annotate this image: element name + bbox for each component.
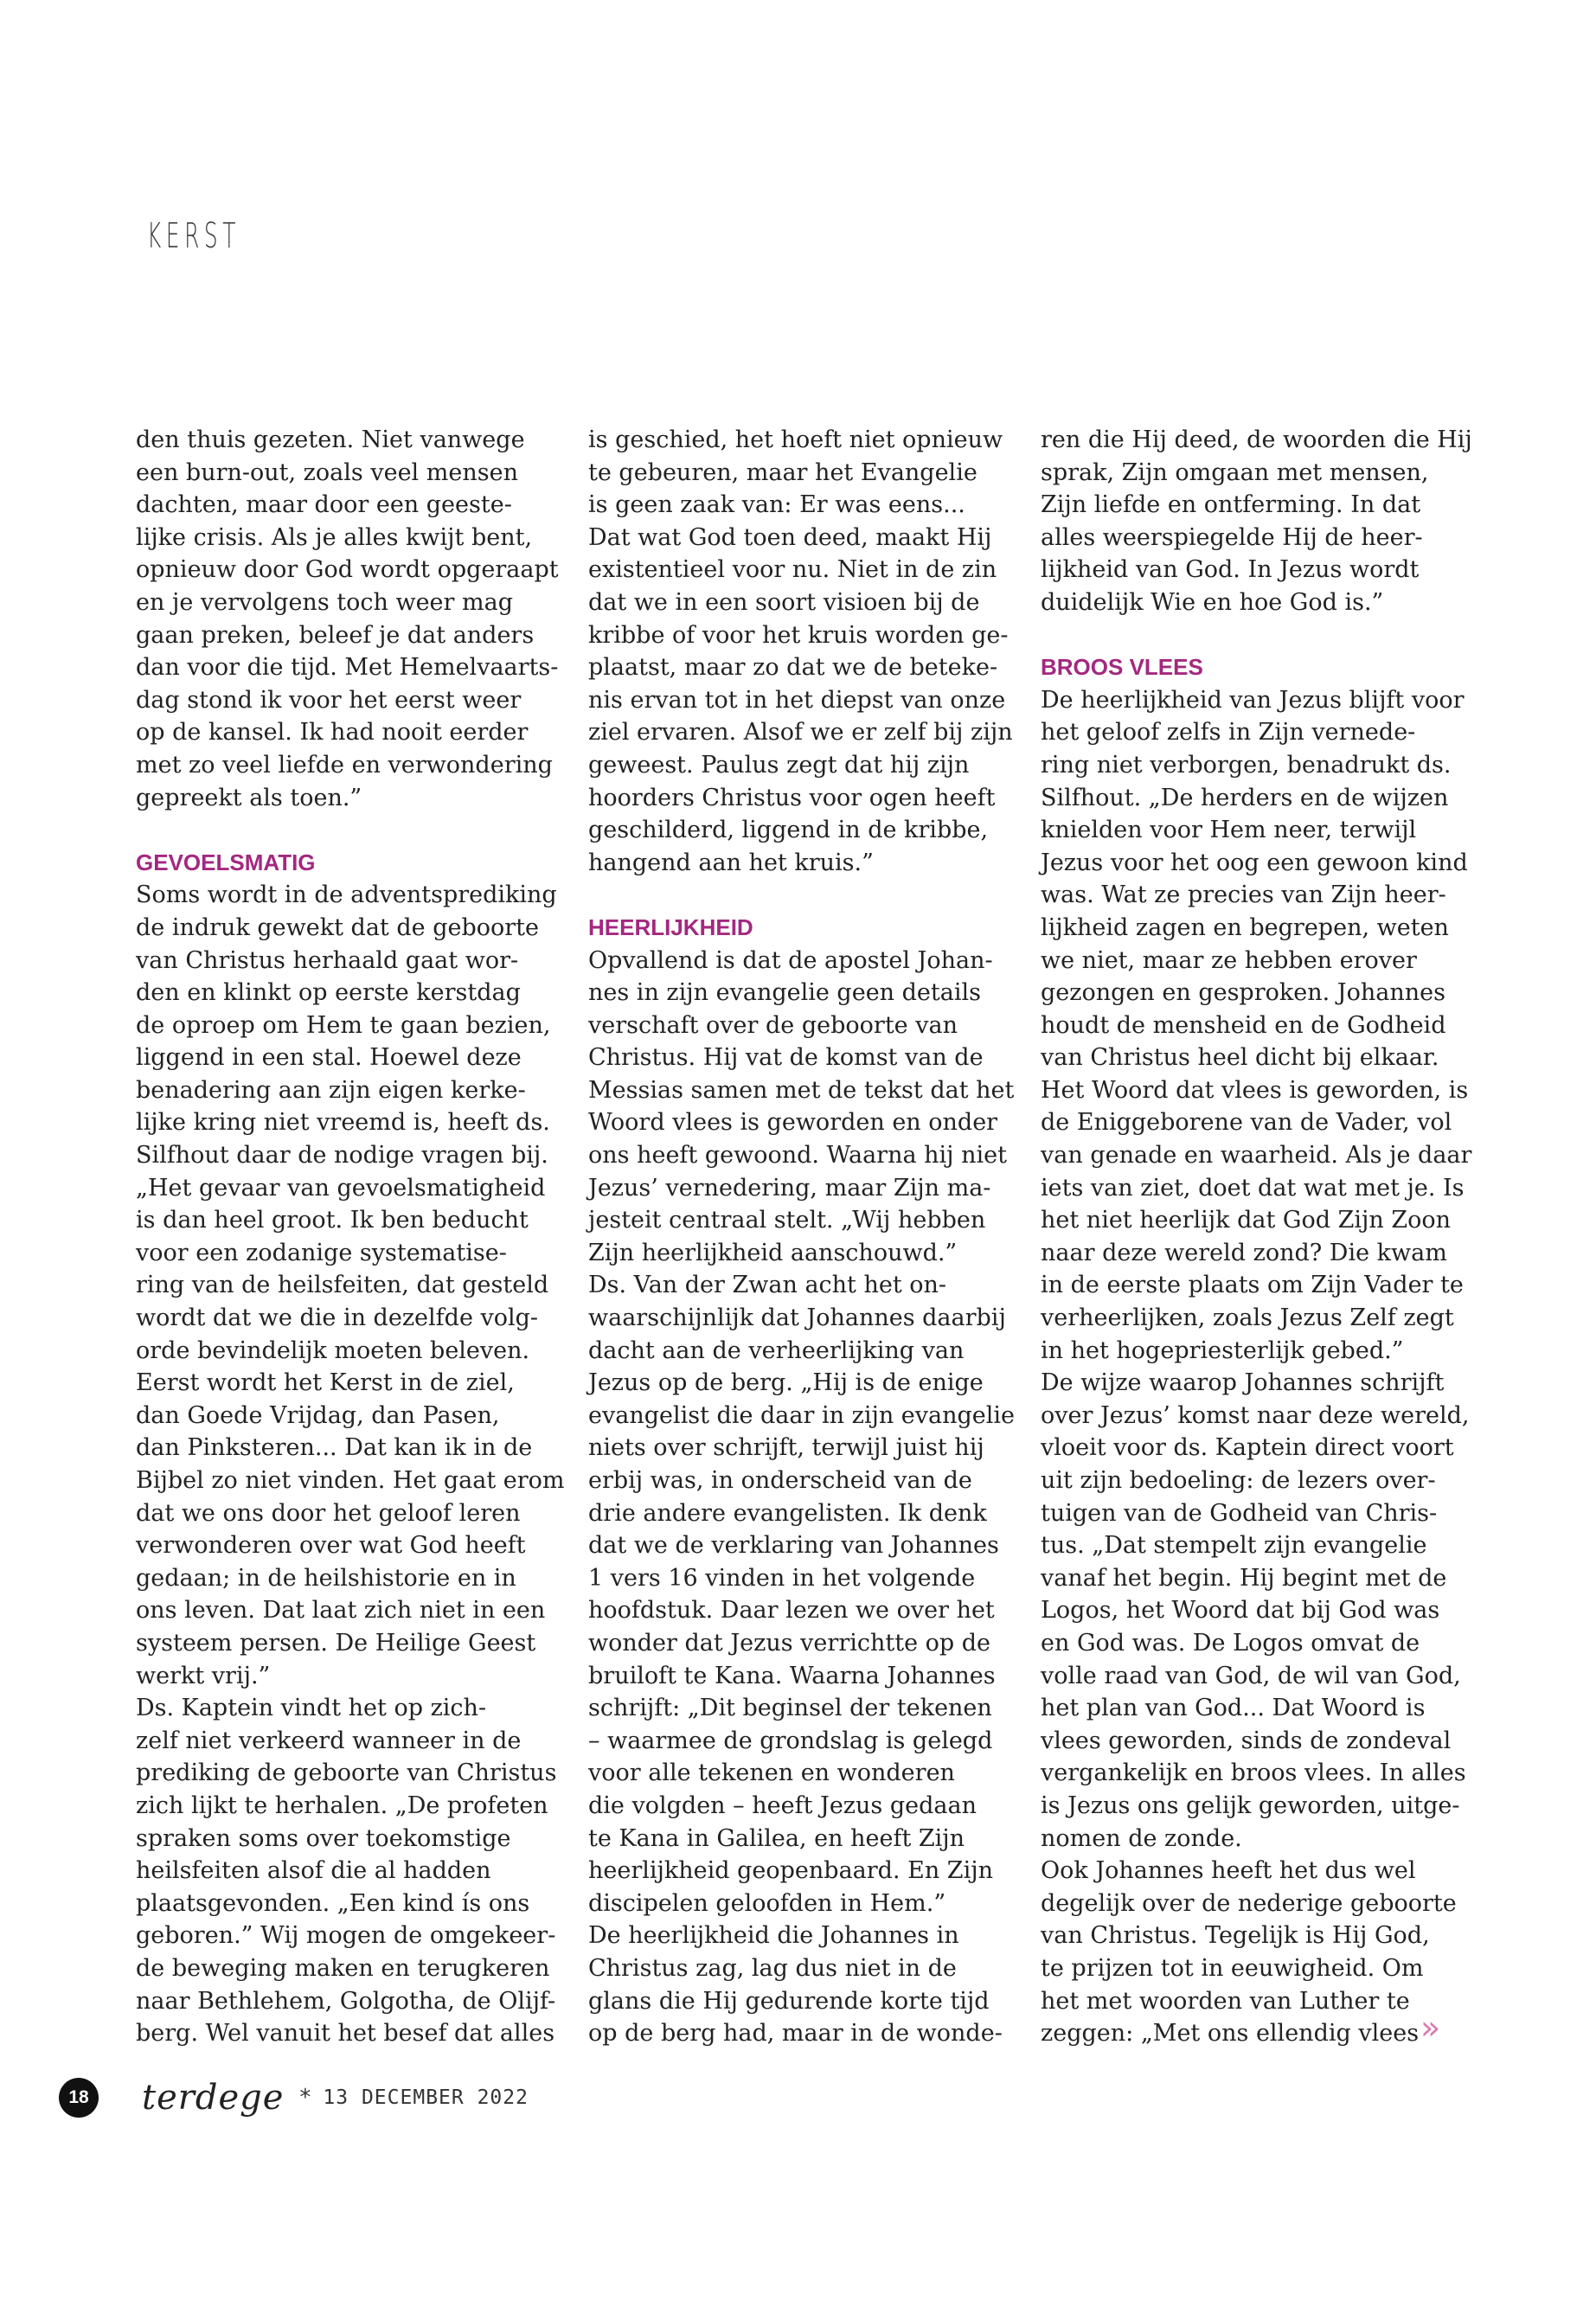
text-line: de oproep om Hem te gaan bezien, (136, 1011, 551, 1039)
text-line: lijke crisis. Als je alles kwijt bent, (136, 523, 533, 551)
text-line: ring van de heilsfeiten, dat gesteld (136, 1272, 549, 1299)
text-line: schrijft: „Dit beginsel der tekenen (588, 1695, 992, 1722)
text-line: verheerlijken, zoals Jezus Zelf zegt (1041, 1304, 1454, 1332)
text-line: en God was. De Logos omvat de (1041, 1629, 1420, 1657)
text-line: Zijn liefde en ontferming. In dat (1041, 491, 1421, 519)
text-line: we niet, maar ze hebben erover (1041, 946, 1417, 974)
text-line: heilsfeiten alsof die al hadden (136, 1857, 491, 1885)
text-line: de indruk gewekt dat de geboorte (136, 913, 539, 941)
text-line: die volgden – heeft Jezus gedaan (588, 1791, 977, 1819)
text-line: gedaan; in de heilshistorie en in (136, 1564, 516, 1592)
section-heading: HEERLIJKHEID (588, 913, 753, 940)
text-line: en je vervolgens toch weer mag (136, 588, 513, 616)
text-line: Ook Johannes heeft het dus wel (1041, 1857, 1416, 1885)
text-line: Jezus’ vernedering, maar Zijn ma- (588, 1174, 991, 1202)
text-line: 1 vers 16 vinden in het volgende (588, 1564, 976, 1592)
text-line: hangend aan het kruis.” (588, 849, 874, 876)
text-line: orde bevindelijk moeten beleven. (136, 1336, 530, 1364)
text-line: wordt dat we die in dezelfde volg- (136, 1304, 539, 1332)
text-line: gaan preken, beleef je dat anders (136, 621, 535, 649)
text-line: Het Woord dat vlees is geworden, is (1041, 1076, 1469, 1104)
section-heading: GEVOELSMATIG (136, 849, 316, 875)
text-line: voor een zodanige systematise- (136, 1239, 507, 1266)
text-line: Silfhout. „De herders en de wijzen (1041, 784, 1449, 811)
paragraph-gap (588, 879, 1021, 912)
text-line: Jezus op de berg. „Hij is de enige (588, 1369, 984, 1397)
text-line: is geschied, het hoeft niet opnieuw (588, 426, 1003, 453)
text-line: was. Wat ze precies van Zijn heer- (1041, 881, 1446, 909)
text-line: houdt de mensheid en de Godheid (1041, 1011, 1446, 1039)
text-line: hoorders Christus voor ogen heeft (588, 784, 996, 811)
text-line: Christus. Hij vat de komst van de (588, 1044, 984, 1072)
text-line: wonder dat Jezus verrichtte op de (588, 1629, 991, 1657)
text-line: Ds. Kaptein vindt het op zich- (136, 1695, 487, 1722)
text-line: voor alle tekenen en wonderen (588, 1759, 955, 1787)
text-line: jesteit centraal stelt. „Wij hebben (588, 1207, 986, 1234)
text-line: degelijk over de nederige geboorte (1041, 1889, 1457, 1917)
text-line: het niet heerlijk dat God Zijn Zoon (1041, 1207, 1451, 1234)
text-line: De wijze waarop Johannes schrijft (1041, 1369, 1445, 1397)
text-line: vanaf het begin. Hij begint met de (1041, 1564, 1447, 1592)
text-line: tus. „Dat stempelt zijn evangelie (1041, 1532, 1427, 1560)
text-line: drie andere evangelisten. Ik denk (588, 1499, 987, 1527)
text-line: nes in zijn evangelie geen details (588, 979, 981, 1007)
text-line: verwonderen over wat God heeft (136, 1532, 526, 1560)
text-line: glans die Hij gedurende korte tijd (588, 1987, 990, 2015)
page-number: 18 (59, 2078, 99, 2118)
text-line: De heerlijkheid die Johannes in (588, 1922, 959, 1950)
text-line: naar deze wereld zond? Die kwam (1041, 1239, 1447, 1266)
text-line: het met woorden van Luther te (1041, 1987, 1410, 2015)
text-line: benadering aan zijn eigen kerke- (136, 1076, 526, 1104)
text-line: Soms wordt in de adventsprediking (136, 881, 557, 909)
text-line: vlees geworden, sinds de zondeval (1041, 1727, 1452, 1754)
text-line: dat we de verklaring van Johannes (588, 1532, 999, 1560)
text-line: zelf niet verkeerd wanneer in de (136, 1727, 522, 1754)
text-line: alles weerspiegelde Hij de heer- (1041, 523, 1423, 551)
text-line: op de kansel. Ik had nooit eerder (136, 719, 529, 747)
text-line: knielden voor Hem neer, terwijl (1041, 817, 1417, 844)
text-line: geschilderd, liggend in de kribbe, (588, 817, 989, 844)
text-line: discipelen geloofden in Hem.” (588, 1889, 946, 1917)
text-line: duidelijk Wie en hoe God is.” (1041, 588, 1384, 616)
text-line: den en klinkt op eerste kerstdag (136, 979, 521, 1007)
text-line: in het hogepriesterlijk gebed.” (1041, 1336, 1404, 1364)
text-line: erbij was, in onderscheid van de (588, 1467, 972, 1494)
text-line: Bijbel zo niet vinden. Het gaat erom (136, 1467, 565, 1494)
text-line: dacht aan de verheerlijking van (588, 1336, 965, 1364)
text-line: uit zijn bedoeling: de lezers over- (1041, 1467, 1436, 1494)
text-line: existentieel voor nu. Niet in de zin (588, 556, 997, 584)
text-line: vloeit voor ds. Kaptein direct voort (1041, 1434, 1454, 1462)
text-line: met zo veel liefde en verwondering (136, 751, 553, 779)
text-line: naar Bethlehem, Golgotha, de Olijf- (136, 1987, 556, 2015)
text-line: Messias samen met de tekst dat het (588, 1076, 1015, 1104)
continue-arrow-icon: » (1420, 2009, 1434, 2047)
text-line: Eerst wordt het Kerst in de ziel, (136, 1369, 515, 1397)
section-label: KERST (147, 216, 240, 256)
text-line: ring niet verborgen, benadrukt ds. (1041, 751, 1452, 779)
text-line: spraken soms over toekomstige (136, 1824, 511, 1852)
text-line: het plan van God... Dat Woord is (1041, 1695, 1426, 1722)
section-heading: BROOS VLEES (1041, 654, 1203, 681)
text-line: het geloof zelfs in Zijn vernede- (1041, 719, 1416, 747)
article-column-1 (136, 424, 568, 2050)
article-column-2 (588, 424, 1021, 2050)
text-line: ons leven. Dat laat zich niet in een (136, 1597, 546, 1625)
text-line: te gebeuren, maar het Evangelie (588, 458, 977, 486)
text-line: evangelist die daar in zijn evangelie (588, 1401, 1016, 1429)
article-column-3 (1041, 424, 1473, 2050)
separator-star-icon: * (299, 2085, 311, 2111)
magazine-logo: terdege (142, 2078, 285, 2118)
page-footer (59, 2072, 529, 2124)
text-line: prediking de geboorte van Christus (136, 1759, 557, 1787)
text-line: bruiloft te Kana. Waarna Johannes (588, 1662, 996, 1689)
text-line: waarschijnlijk dat Johannes daarbij (588, 1304, 1006, 1332)
text-line: nis ervan tot in het diepst van onze (588, 686, 1006, 714)
text-line: hoofdstuk. Daar lezen we over het (588, 1597, 995, 1625)
text-line: de Eniggeborene van de Vader, vol (1041, 1109, 1452, 1137)
text-line: berg. Wel vanuit het besef dat alles (136, 2020, 555, 2048)
text-line: Logos, het Woord dat bij God was (1041, 1597, 1440, 1625)
text-line: Ds. Van der Zwan acht het on- (588, 1272, 947, 1299)
text-line: gepreekt als toen.” (136, 784, 362, 811)
text-line: De heerlijkheid van Jezus blijft voor (1041, 686, 1465, 714)
text-line: iets van ziet, doet dat wat met je. Is (1041, 1174, 1465, 1202)
text-line: lijkheid zagen en begrepen, weten (1041, 913, 1449, 941)
text-line: Zijn heerlijkheid aanschouwd.” (588, 1239, 958, 1266)
text-line: liggend in een stal. Hoewel deze (136, 1044, 522, 1072)
text-line: vergankelijk en broos vlees. In alles (1041, 1759, 1466, 1787)
text-line: dag stond ik voor het eerst weer (136, 686, 522, 714)
text-line: van Christus. Tegelijk is Hij God, (1041, 1922, 1430, 1950)
paragraph-gap (1041, 619, 1473, 652)
text-line: opnieuw door God wordt opgeraapt (136, 556, 559, 584)
text-line: is Jezus ons gelijk geworden, uitge- (1041, 1791, 1460, 1819)
text-line: van Christus herhaald gaat wor- (136, 946, 519, 974)
text-line: geweest. Paulus zegt dat hij zijn (588, 751, 970, 779)
text-line: op de berg had, maar in de wonde- (588, 2020, 1003, 2048)
text-line: is dan heel groot. Ik ben beducht (136, 1207, 529, 1234)
text-line: niets over schrijft, terwijl juist hij (588, 1434, 984, 1462)
text-line: nomen de zonde. (1041, 1824, 1242, 1852)
issue-date: 13 DECEMBER 2022 (323, 2086, 529, 2109)
text-line: Opvallend is dat de apostel Johan- (588, 946, 993, 974)
text-line: Jezus voor het oog een gewoon kind (1041, 849, 1468, 876)
text-line: heerlijkheid geopenbaard. En Zijn (588, 1857, 993, 1885)
text-line: geboren.” Wij mogen de omgekeer- (136, 1922, 556, 1950)
text-line: ziel ervaren. Alsof we er zelf bij zijn (588, 719, 1013, 747)
text-line: van genade en waarheid. Als je daar (1041, 1142, 1472, 1170)
text-line: is geen zaak van: Er was eens... (588, 491, 965, 519)
text-line: lijke kring niet vreemd is, heeft ds. (136, 1109, 550, 1137)
text-line: Christus zag, lag dus niet in de (588, 1954, 957, 1982)
text-line: dan voor die tijd. Met Hemelvaarts- (136, 654, 559, 682)
text-line: dan Pinksteren... Dat kan ik in de (136, 1434, 533, 1462)
text-line: Dat wat God toen deed, maakt Hij (588, 523, 992, 551)
text-line: kribbe of voor het kruis worden ge- (588, 621, 1009, 649)
text-line: Woord vlees is geworden en onder (588, 1109, 998, 1137)
text-line: „Het gevaar van gevoelsmatigheid (136, 1174, 546, 1202)
text-line: gezongen en gesproken. Johannes (1041, 979, 1445, 1007)
text-line: Silfhout daar de nodige vragen bij. (136, 1142, 548, 1170)
text-line: te Kana in Galilea, en heeft Zijn (588, 1824, 965, 1852)
text-line: in de eerste plaats om Zijn Vader te (1041, 1272, 1464, 1299)
text-line: – waarmee de grondslag is gelegd (588, 1727, 993, 1754)
text-line: ons heeft gewoond. Waarna hij niet (588, 1142, 1007, 1170)
text-line: dan Goede Vrijdag, dan Pasen, (136, 1401, 500, 1429)
text-line: zeggen: „Met ons ellendig vlees (1041, 2020, 1420, 2048)
text-line: ren die Hij deed, de woorden die Hij (1041, 426, 1472, 453)
text-line: plaatsgevonden. „Een kind ís ons (136, 1889, 530, 1917)
text-line: sprak, Zijn omgaan met mensen, (1041, 458, 1429, 486)
text-line: over Jezus’ komst naar deze wereld, (1041, 1401, 1470, 1429)
paragraph-gap (136, 814, 568, 847)
text-line: dat we ons door het geloof leren (136, 1499, 521, 1527)
text-line: te prijzen tot in eeuwigheid. Om (1041, 1954, 1424, 1982)
text-line: plaatst, maar zo dat we de beteke- (588, 654, 998, 682)
text-line: dat we in een soort visioen bij de (588, 588, 980, 616)
text-line: verschaft over de geboorte van (588, 1011, 958, 1039)
text-line: werkt vrij.” (136, 1662, 271, 1689)
text-line: den thuis gezeten. Niet vanwege (136, 426, 525, 453)
text-line: systeem persen. De Heilige Geest (136, 1629, 536, 1657)
text-line: van Christus heel dicht bij elkaar. (1041, 1044, 1439, 1072)
text-line: dachten, maar door een geeste- (136, 491, 512, 519)
text-line: een burn-out, zoals veel mensen (136, 458, 518, 486)
text-line: zich lijkt te herhalen. „De profeten (136, 1791, 548, 1819)
text-line: volle raad van God, de wil van God, (1041, 1662, 1461, 1689)
text-line: lijkheid van God. In Jezus wordt (1041, 556, 1420, 584)
text-line: de beweging maken en terugkeren (136, 1954, 550, 1982)
text-line: tuigen van de Godheid van Chris- (1041, 1499, 1438, 1527)
